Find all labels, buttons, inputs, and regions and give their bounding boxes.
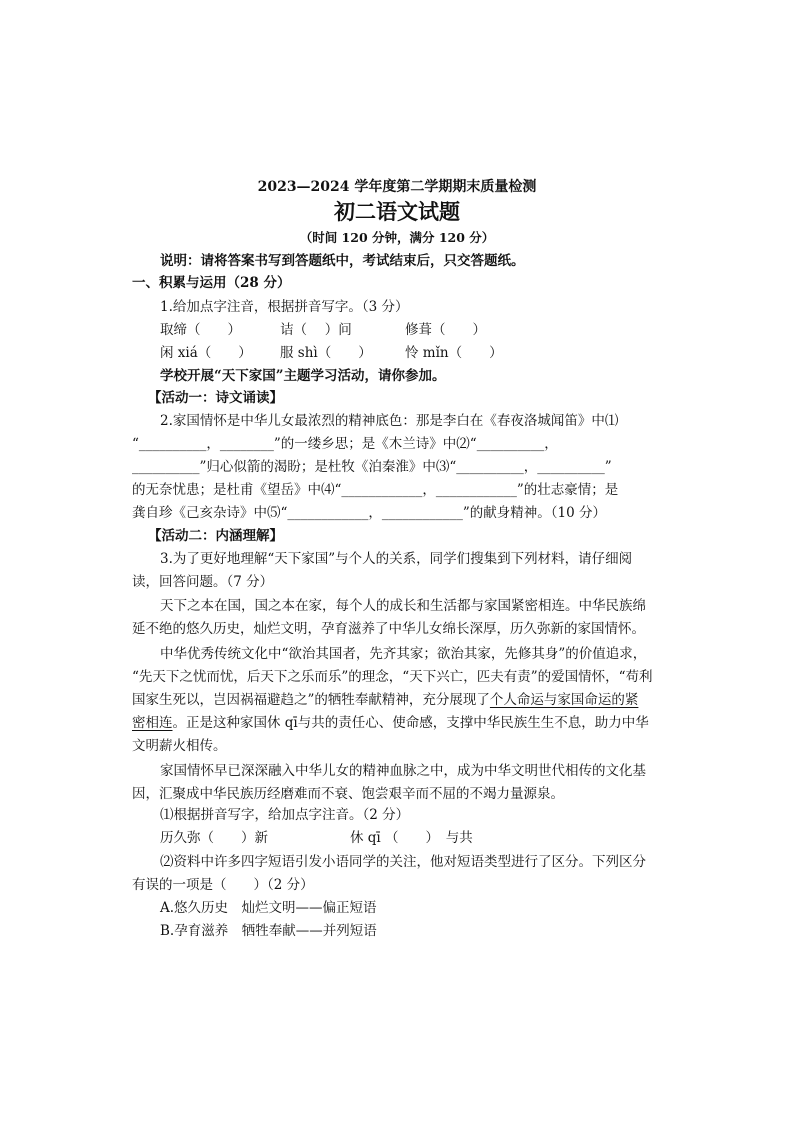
section-heading: 一、积累与运用（28 分） xyxy=(132,275,291,291)
activity1-heading: 【活动一：诗文诵读】 xyxy=(148,390,283,406)
passage-text: 国家生死以，岂因祸福避趋之”的牺牲奉献精神，充分展现了 xyxy=(132,692,490,708)
q2-line: 的无奈忧患；是杜甫《望岳》中⑷“____________，____________”的壮志豪情；是 xyxy=(132,482,619,498)
q1-item: 诘（ ）问 xyxy=(280,322,352,338)
exam-subject-title: 初二语文试题 xyxy=(334,199,460,224)
passage-line xyxy=(132,714,649,732)
sub-question-2: ⑵资料中许多四字短语引发小语同学的关注，他对短语类型进行了区分。下列区分 xyxy=(160,854,646,870)
passage-line: 家国情怀早已深深融入中华儿女的精神血脉之中，成为中华文明世代相传的文化基 xyxy=(160,763,646,779)
passage-line: 中华优秀传统文化中“欲治其国者，先齐其家；欲治其家，先修其身”的价值追求， xyxy=(160,646,647,662)
q2-line: 2.家国情怀是中华儿女最浓烈的精神底色：那是李白在《春夜洛城闻笛》中⑴ xyxy=(160,413,619,429)
passage-line: 因，汇聚成中华民族历经磨难而不衰、饱尝艰辛而不屈的不竭力量源泉。 xyxy=(132,786,564,802)
passage-text: 。正是这种家国休 qī与共的责任心、使命感，支撑中华民族生生不息，助力中华 xyxy=(172,715,649,731)
q2-line: 龚自珍《己亥杂诗》中⑸“____________，____________”的献身精神。（10 分） xyxy=(132,505,607,521)
underlined-phrase: 密相连 xyxy=(132,715,173,731)
q1-item: 修葺（ ） xyxy=(405,322,486,338)
underlined-phrase: 个人命运与家国命运的紧 xyxy=(489,692,639,708)
passage-line: 天下之本在国，国之本在家，每个人的成长和生活都与家国紧密相连。中华民族绵 xyxy=(160,598,646,614)
q1-item: 怜 mǐn（ ） xyxy=(405,345,503,361)
q2-line: “__________，________”的一缕乡思；是《木兰诗》中⑵“__________， xyxy=(132,436,558,452)
option-b: B.孕育滋养 牺牲奉献——并列短语 xyxy=(160,923,377,939)
sub1-item: 休 qī （ ） 与共 xyxy=(350,830,473,846)
passage-line: 延不绝的悠久历史，灿烂文明，孕育滋养了中华儿女绵长深厚，历久弥新的家国情怀。 xyxy=(132,621,645,637)
q1-prompt: 1.给加点字注音，根据拼音写字。（3 分） xyxy=(160,299,409,315)
exam-term-title: 2023—2024 学年度第二学期期末质量检测 xyxy=(257,179,537,195)
passage-line: 文明薪火相传。 xyxy=(132,738,227,754)
sub1-item: 历久弥（ ）新 xyxy=(160,830,268,846)
q3-line: 3.为了更好地理解“天下家国”与个人的关系，同学们搜集到下列材料，请仔细阅 xyxy=(160,551,633,567)
q1-item: 取缔（ ） xyxy=(160,322,241,338)
sub-question-1: ⑴根据拼音写字，给加点字注音。（2 分） xyxy=(160,807,410,823)
q1-item: 闲 xiá（ ） xyxy=(160,345,252,361)
q1-item: 服 shì（ ） xyxy=(280,345,372,361)
exam-time-info: （时间 120 分钟，满分 120 分） xyxy=(299,230,495,245)
instructions: 说明：请将答案书写到答题纸中，考试结束后，只交答题纸。 xyxy=(160,253,525,269)
sub-question-2: 有误的一项是（ ）（2 分） xyxy=(132,877,314,893)
passage-line xyxy=(132,691,638,709)
activity2-heading: 【活动二：内涵理解】 xyxy=(148,528,283,544)
q3-line: 读，回答问题。（7 分） xyxy=(132,574,274,590)
activity-intro: 学校开展“天下家国”主题学习活动，请你参加。 xyxy=(160,368,446,384)
q2-line: __________”归心似箭的渴盼；是杜牧《泊秦淮》中⑶“__________，__________” xyxy=(132,459,612,475)
passage-line: “先天下之忧而忧，后天下之乐而乐”的理念，“天下兴亡，匹夫有责”的爱国情怀，“苟利 xyxy=(132,669,653,685)
option-a: A.悠久历史 灿烂文明——偏正短语 xyxy=(160,900,377,916)
